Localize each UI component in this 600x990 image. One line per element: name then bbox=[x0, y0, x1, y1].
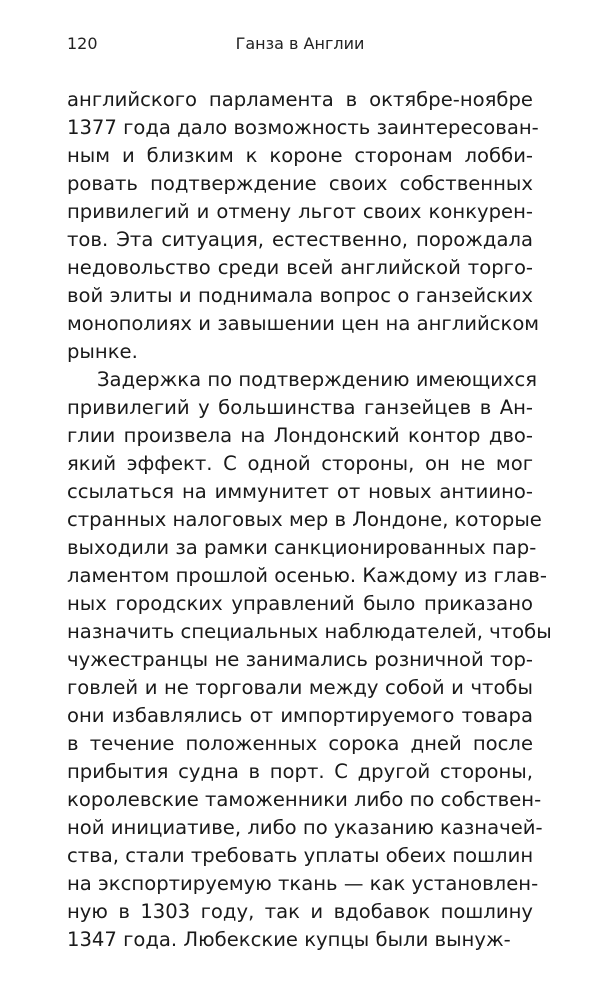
text-line: в течение положенных сорока дней после bbox=[67, 732, 533, 755]
text-line: ства, стали требовать уплаты обеих пошлин bbox=[67, 844, 534, 867]
text-line: який эффект. С одной стороны, он не мог bbox=[67, 452, 533, 475]
text-line: они избавлялись от импортируемого товара bbox=[67, 704, 533, 727]
text-line: тов. Эта ситуация, естественно, порождала bbox=[67, 228, 533, 251]
text-line: ровать подтверждение своих собственных bbox=[67, 172, 533, 195]
text-line: чужестранцы не занимались розничной тор- bbox=[67, 648, 533, 671]
text-line: странных налоговых мер в Лондоне, которые bbox=[67, 508, 542, 531]
running-title: Ганза в Англии bbox=[235, 34, 365, 53]
text-line: ных городских управлений было приказано bbox=[67, 592, 533, 615]
text-line: глии произвела на Лондонский контор дво- bbox=[67, 424, 533, 447]
text-line: рынке. bbox=[67, 340, 138, 363]
text-line: привилегий и отмену льгот своих конкурен- bbox=[67, 200, 533, 223]
page-number: 120 bbox=[67, 34, 98, 53]
text-line: ссылаться на иммунитет от новых антиино- bbox=[67, 480, 533, 503]
text-line: прибытия судна в порт. С другой стороны, bbox=[67, 760, 533, 783]
text-line: на экспортируемую ткань — как установлен- bbox=[67, 872, 539, 895]
text-line: ной инициативе, либо по указанию казначей- bbox=[67, 816, 543, 839]
text-line: королевские таможенники либо по собствен- bbox=[67, 788, 542, 811]
text-line: Задержка по подтверждению имеющихся bbox=[97, 368, 538, 391]
text-line: монополиях и завышении цен на английском bbox=[67, 312, 540, 335]
text-line: ным и близким к короне сторонам лобби- bbox=[67, 144, 533, 167]
text-line: назначить специальных наблюдателей, чтобы bbox=[67, 620, 552, 643]
text-line: выходили за рамки санкционированных пар- bbox=[67, 536, 537, 559]
text-line: английского парламента в октябре-ноябре bbox=[67, 88, 533, 111]
paragraph bbox=[67, 86, 540, 366]
text-line: 1377 года дало возможность заинтересован- bbox=[67, 116, 539, 139]
text-line: ламентом прошлой осенью. Каждому из глав- bbox=[67, 564, 547, 587]
text-line: вой элиты и поднимала вопрос о ганзейских bbox=[67, 284, 533, 307]
text-line: недовольство среди всей английской торго- bbox=[67, 256, 533, 279]
text-line: привилегий у большинства ганзейцев в Ан- bbox=[67, 396, 533, 419]
text-line: говлей и не торговали между собой и чтобы bbox=[67, 676, 533, 699]
page-body-text bbox=[67, 86, 552, 954]
text-line: 1347 года. Любекские купцы были вынуж- bbox=[67, 928, 511, 951]
paragraph bbox=[67, 366, 552, 954]
text-line: ную в 1303 году, так и вдобавок пошлину bbox=[67, 900, 533, 923]
